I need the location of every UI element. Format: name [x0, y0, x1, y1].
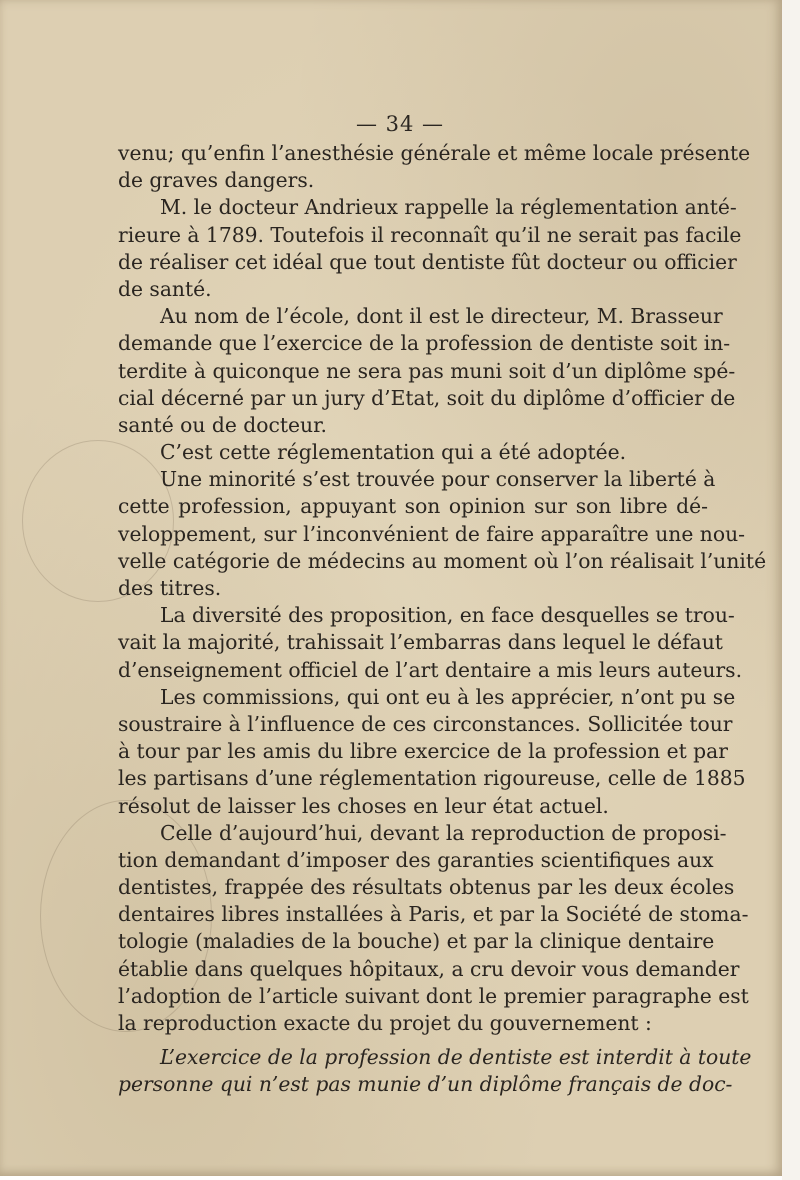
text-line: cette profession, appuyant son opinion sur son libre dé-	[118, 494, 708, 519]
text-line: de réaliser cet idéal que tout dentiste fût docteur ou officier	[118, 249, 737, 274]
text-line: à tour par les amis du libre exercice de la profession et par	[118, 739, 728, 764]
text-line: cial décerné par un jury d’Etat, soit du diplôme d’officier de	[118, 385, 736, 410]
text-line: veloppement, sur l’inconvénient de faire apparaître une nou-	[118, 521, 745, 546]
text-line: vait la majorité, trahissait l’embarras dans lequel le défaut	[118, 630, 723, 655]
text-line: M. le docteur Andrieux rappelle la réglementation anté-	[160, 195, 737, 220]
text-line: des titres.	[118, 576, 222, 600]
italic-line: L’exercice de la profession de dentiste est interdit à toute	[160, 1045, 752, 1069]
text-line: résolut de laisser les choses en leur état actuel.	[118, 793, 609, 818]
text-line: dentaires libres installées à Paris, et par la Société de stoma-	[118, 902, 749, 927]
text-line: C’est cette réglementation qui a été adoptée.	[160, 440, 627, 465]
text-line: Les commissions, qui ont eu à les apprécier, n’ont pu se	[160, 684, 736, 709]
text-line: velle catégorie de médecins au moment où l’on réalisait l’unité	[118, 548, 767, 573]
text-line: Une minorité s’est trouvée pour conserver la liberté à	[160, 467, 716, 492]
text-line: tologie (maladies de la bouche) et par la clinique dentaire	[118, 929, 715, 954]
text-line: terdite à quiconque ne sera pas muni soit d’un diplôme spé-	[118, 358, 736, 383]
text-line: santé ou de docteur.	[118, 412, 327, 437]
text-line: de santé.	[118, 276, 212, 301]
text-line: venu; qu’enfin l’anesthésie générale et même locale présente	[118, 141, 751, 165]
italic-quote	[118, 1044, 752, 1098]
text-line: de graves dangers.	[118, 168, 315, 193]
text-line: dentistes, frappée des résultats obtenus par les deux écoles	[118, 875, 735, 900]
text-line: Celle d’aujourd’hui, devant la reproduction de proposi-	[160, 820, 727, 845]
text-line: Au nom de l’école, dont il est le directeur, M. Brasseur	[160, 304, 723, 329]
page-number: — 34 —	[355, 112, 445, 136]
text-line: la reproduction exacte du projet du gouvernement :	[118, 1011, 652, 1035]
body-text	[118, 140, 767, 1037]
text-line: l’adoption de l’article suivant dont le premier paragraphe est	[118, 983, 749, 1008]
text-line: les partisans d’une réglementation rigoureuse, celle de 1885	[118, 766, 746, 791]
text-line: d’enseignement officiel de l’art dentaire a mis leurs auteurs.	[118, 657, 743, 682]
italic-line: personne qui n’est pas munie d’un diplôme français de doc-	[118, 1072, 733, 1097]
text-line: rieure à 1789. Toutefois il reconnaît qu’il ne serait pas facile	[118, 222, 742, 247]
text-line: établie dans quelques hôpitaux, a cru devoir vous demander	[118, 956, 740, 981]
scan-margin	[782, 0, 800, 1180]
text-line: soustraire à l’influence de ces circonstances. Sollicitée tour	[118, 711, 733, 736]
text-line: demande que l’exercice de la profession de dentiste soit in-	[118, 331, 731, 356]
text-line: tion demandant d’imposer des garanties scientifiques aux	[118, 847, 714, 872]
text-line: La diversité des proposition, en face desquelles se trou-	[160, 603, 735, 628]
